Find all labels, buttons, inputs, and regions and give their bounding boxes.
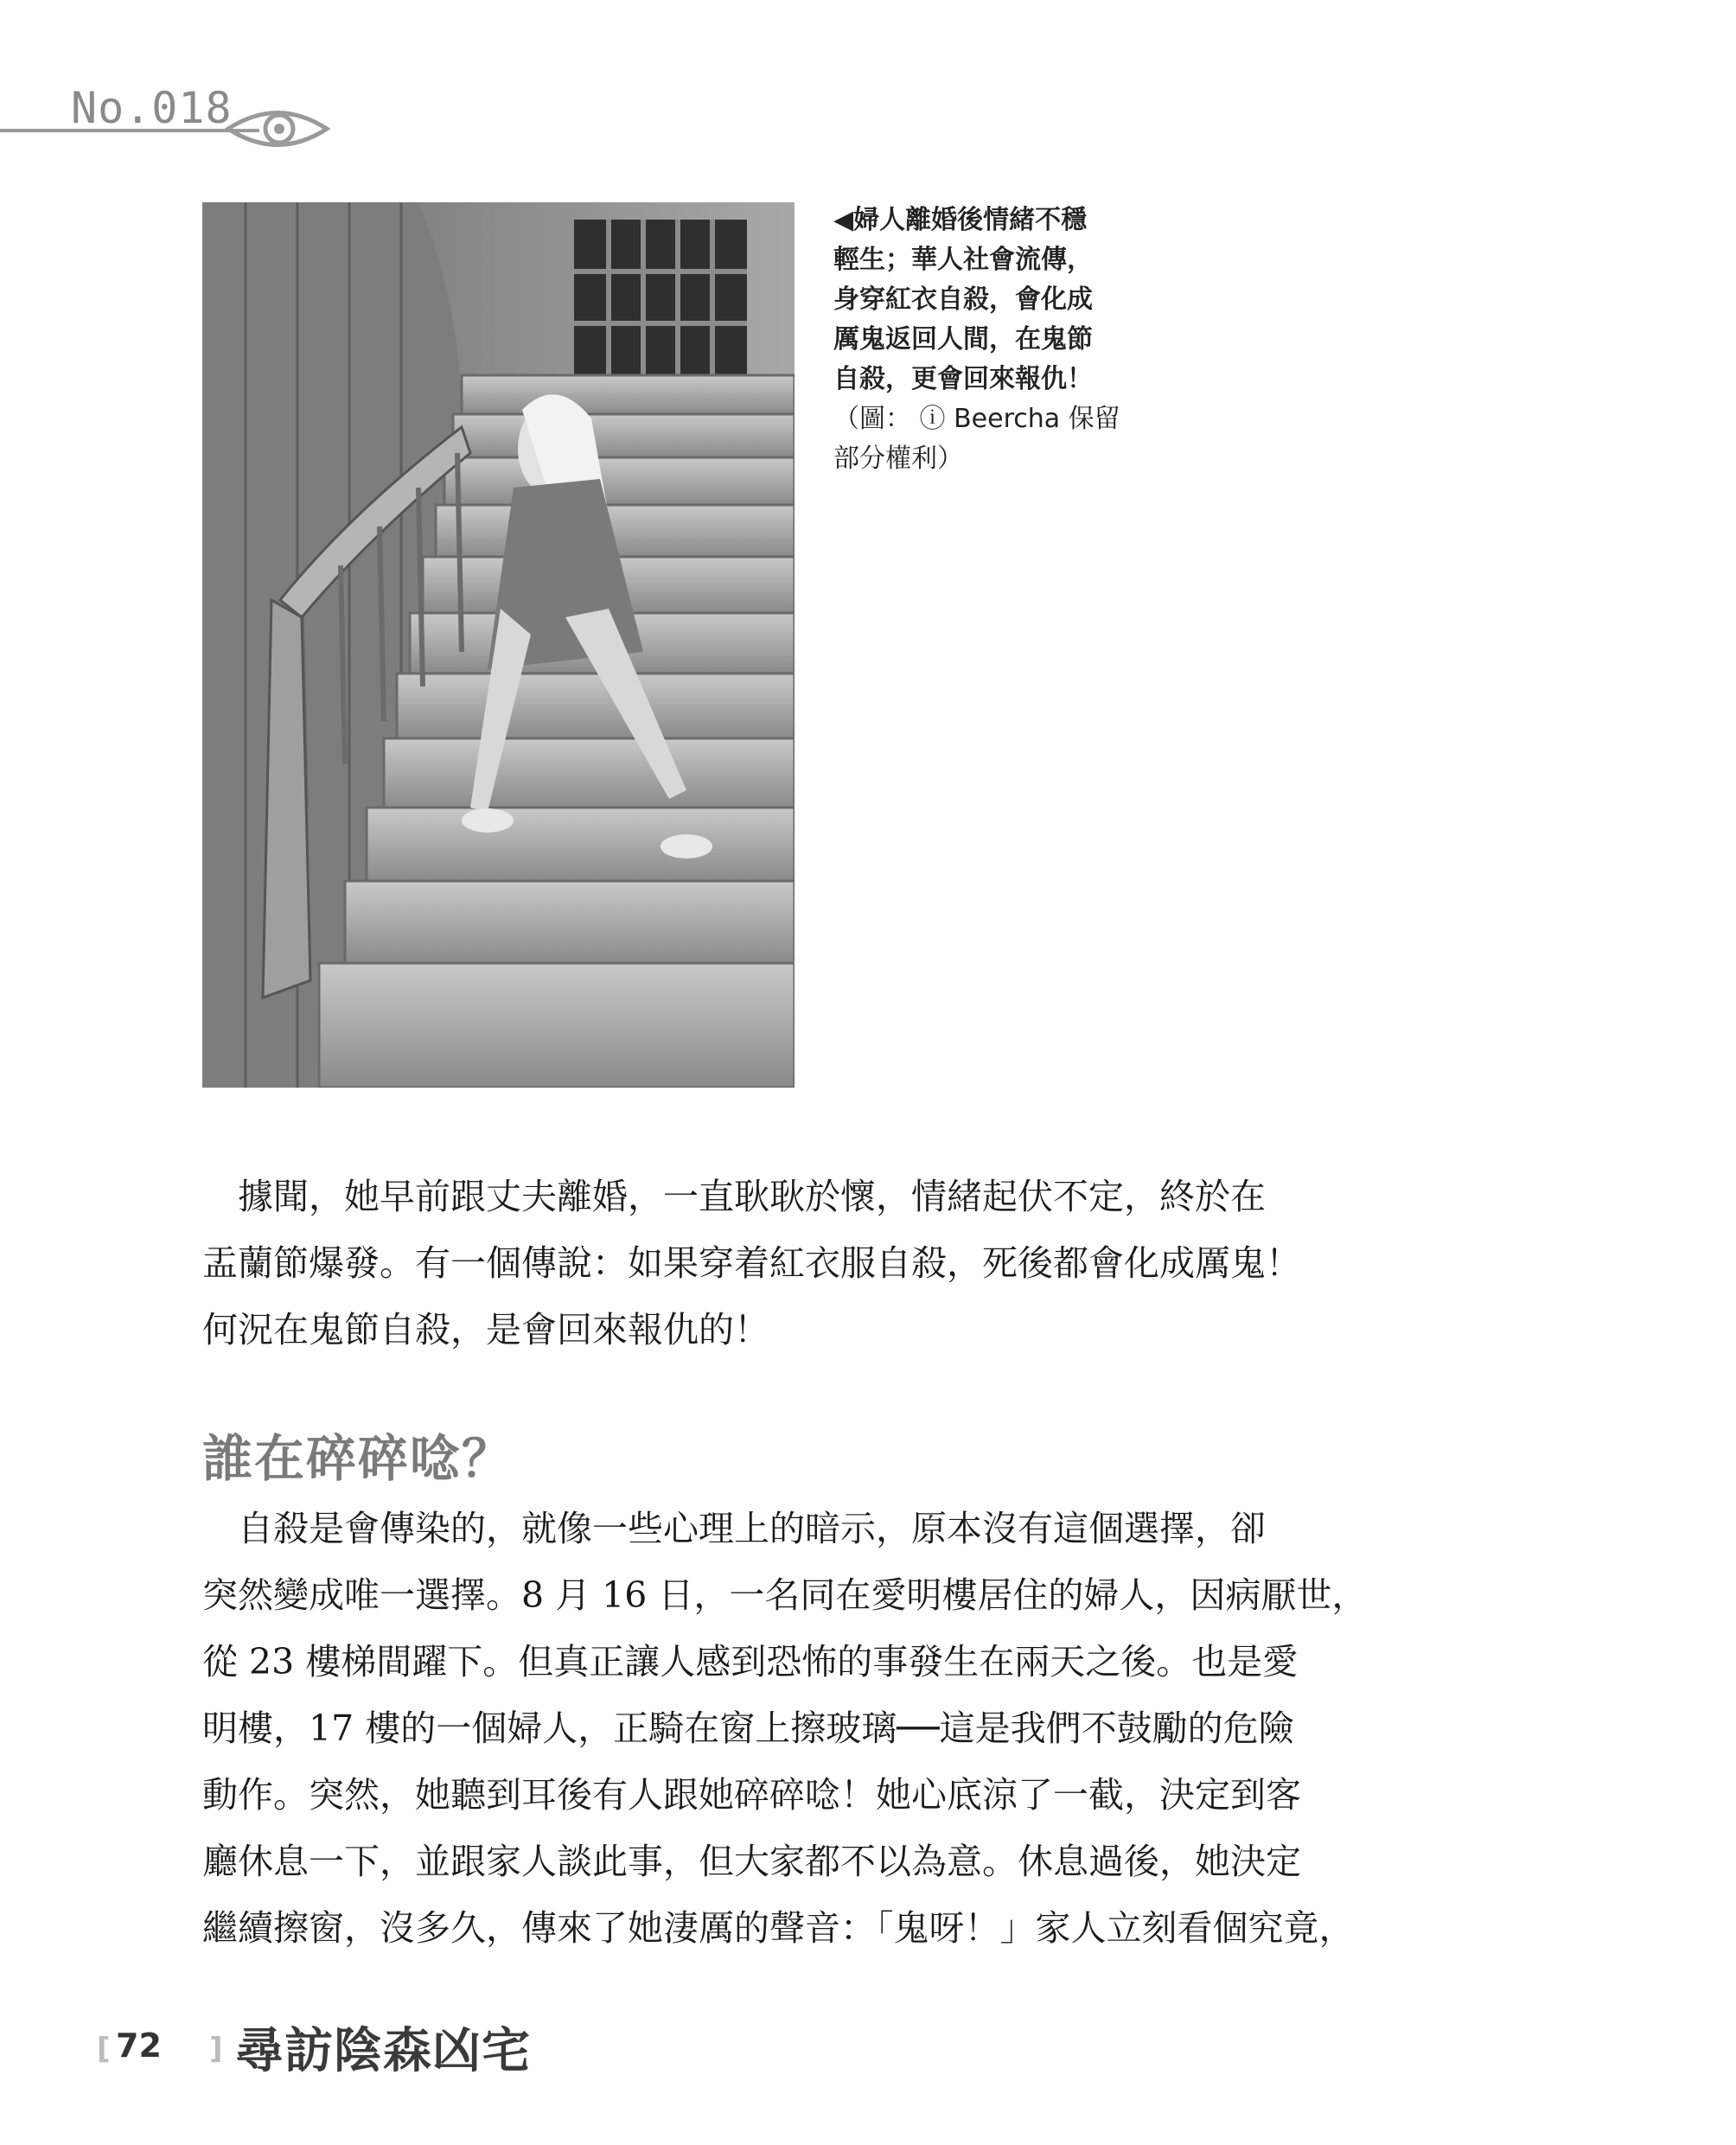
text-line: 據聞，她早前跟丈夫離婚，一直耿耿於懷，情緒起伏不定，終於在 bbox=[202, 1176, 1266, 1217]
text-line: 動作。突然，她聽到耳後有人跟她碎碎唸！她心底涼了一截，決定到客 bbox=[202, 1774, 1301, 1816]
caption-line: 自殺，更會回來報仇！ bbox=[833, 364, 1093, 394]
page-number: 72 bbox=[116, 2027, 162, 2065]
footer-bracket-left: [ bbox=[97, 2032, 111, 2066]
eye-icon bbox=[225, 102, 330, 156]
chapter-number: No.018 bbox=[71, 83, 233, 133]
photo-caption bbox=[833, 201, 1119, 479]
footer-bracket-right: ] bbox=[209, 2032, 223, 2066]
text-line: 自殺是會傳染的，就像一些心理上的暗示，原本沒有這個選擇，卻 bbox=[202, 1508, 1266, 1549]
stairs-woman-photo-drawing bbox=[202, 202, 795, 1088]
caption-line: ◀婦人離婚後情緒不穩 bbox=[833, 205, 1088, 235]
text-line: 突然變成唯一選擇。8 月 16 日，一名同在愛明樓居住的婦人，因病厭世， bbox=[202, 1574, 1368, 1616]
section-heading: 誰在碎碎唸？ bbox=[202, 1429, 514, 1488]
caption-credit: 部分權利） bbox=[833, 444, 963, 474]
text-line: 何況在鬼節自殺，是會回來報仇的！ bbox=[202, 1309, 769, 1350]
text-line: 盂蘭節爆發。有一個傳說：如果穿着紅衣服自殺，死後都會化成厲鬼！ bbox=[202, 1242, 1301, 1284]
caption-line: 厲鬼返回人間，在鬼節 bbox=[833, 324, 1093, 354]
text-line: 廳休息一下，並跟家人談此事，但大家都不以為意。休息過後，她決定 bbox=[202, 1841, 1301, 1882]
stairs-woman-photo bbox=[202, 202, 795, 1088]
text-line: 繼續擦窗，沒多久，傳來了她淒厲的聲音：「鬼呀！」家人立刻看個究竟， bbox=[202, 1907, 1355, 1949]
caption-credit: （圖： ⓘ Beercha 保留 bbox=[833, 404, 1120, 434]
body-paragraph-1 bbox=[202, 1164, 1430, 1363]
caption-line: 輕生；華人社會流傳， bbox=[833, 245, 1093, 275]
caption-line: 身穿紅衣自殺，會化成 bbox=[833, 284, 1093, 315]
book-title: 尋訪陰森凶宅 bbox=[235, 2023, 531, 2079]
body-paragraph-2 bbox=[202, 1496, 1430, 1962]
text-line: 明樓，17 樓的一個婦人，正騎在窗上擦玻璃──這是我們不鼓勵的危險 bbox=[202, 1708, 1294, 1749]
text-line: 從 23 樓梯間躍下。但真正讓人感到恐怖的事發生在兩天之後。也是愛 bbox=[202, 1641, 1299, 1682]
